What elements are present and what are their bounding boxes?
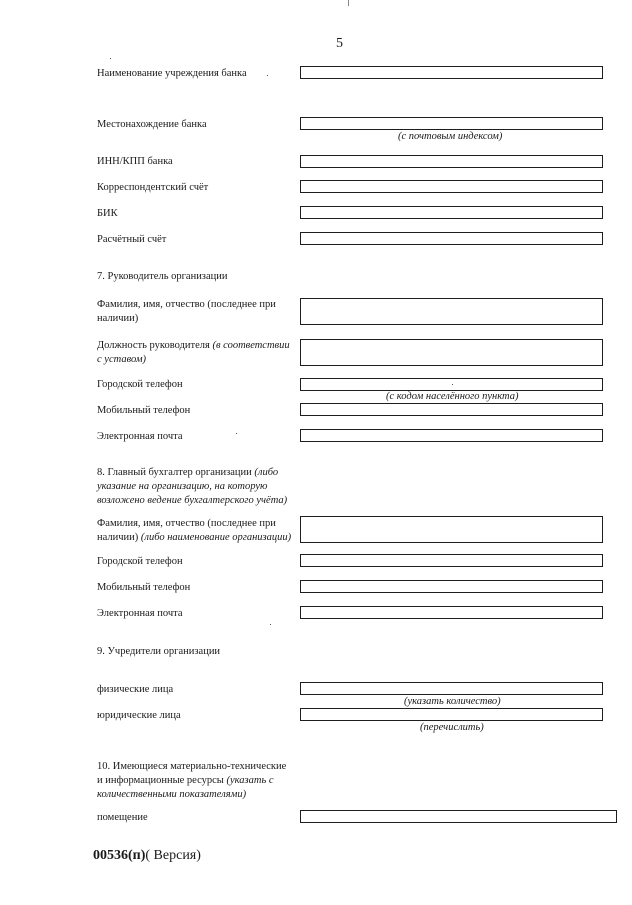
head-position-main: Должность руководителя [97,340,210,351]
bik-field[interactable] [300,206,603,219]
section-8-line2: указание на организацию, на которую [97,481,268,492]
bank-location-hint: (с почтовым индексом) [398,131,503,142]
bank-name-label: Наименование учреждения банка [97,68,247,79]
scan-speck [270,624,271,625]
accountant-fio-label [97,517,291,545]
bank-name-field[interactable] [300,66,603,79]
bank-inn-field[interactable] [300,155,603,168]
head-fio-field[interactable] [300,298,603,325]
head-city-phone-label: Городской телефон [97,379,183,390]
bank-inn-label: ИНН/КПП банка [97,156,173,167]
section-10-line2-main: и информационные ресурсы [97,775,224,786]
form-version: ( Версия) [145,848,201,863]
head-email-label: Электронная почта [97,431,183,442]
head-mobile-field[interactable] [300,403,603,416]
form-code: 00536(п) [93,848,146,863]
bank-location-label: Местонахождение банка [97,119,207,130]
accountant-fio-line2-plain: наличии) [97,532,139,543]
settlement-account-field[interactable] [300,232,603,245]
accountant-email-label: Электронная почта [97,608,183,619]
head-fio-line1: Фамилия, имя, отчество (последнее при [97,299,276,310]
document-code [93,848,201,864]
accountant-mobile-field[interactable] [300,580,603,593]
head-city-phone-hint: (с кодом населённого пункта) [386,391,519,402]
section-9-title: 9. Учредители организации [97,646,221,657]
scan-mark [348,0,349,6]
scan-speck [236,433,237,434]
section-7-title: 7. Руководитель организации [97,271,228,282]
accountant-fio-line2-italic: (либо наименование организации) [140,532,292,543]
section-8-italic1: (либо [254,467,279,478]
head-position-italic: (в соответствии [212,340,290,351]
section-10-line2-italic: (указать с [226,775,274,786]
legal-entities-label: юридические лица [97,710,181,721]
accountant-mobile-label: Мобильный телефон [97,582,191,593]
head-fio-line2: наличии) [97,313,139,324]
individuals-hint: (указать количество) [404,696,501,707]
corr-account-field[interactable] [300,180,603,193]
bik-label: БИК [97,208,118,219]
accountant-email-field[interactable] [300,606,603,619]
head-email-field[interactable] [300,429,603,442]
section-10-title [97,760,286,802]
head-position-field[interactable] [300,339,603,366]
premises-label: помещение [97,812,148,823]
settlement-account-label: Расчётный счёт [97,234,167,245]
section-8-title [97,466,287,508]
section-10-line1: 10. Имеющиеся материально-технические [97,761,287,772]
section-10-line3: количественными показателями) [97,789,247,800]
head-position-line2: с уставом) [97,354,147,365]
individuals-field[interactable] [300,682,603,695]
head-position-label [97,339,290,367]
corr-account-label: Корреспондентский счёт [97,182,209,193]
head-mobile-label: Мобильный телефон [97,405,191,416]
section-8-main: 8. Главный бухгалтер организации [97,467,252,478]
head-fio-label [97,298,276,326]
accountant-city-phone-field[interactable] [300,554,603,567]
bank-location-field[interactable] [300,117,603,130]
page-number: 5 [336,36,343,51]
accountant-fio-field[interactable] [300,516,603,543]
scan-speck [267,75,268,76]
section-8-line3: возложено ведение бухгалтерского учёта) [97,495,288,506]
scan-speck [452,384,453,385]
accountant-city-phone-label: Городской телефон [97,556,183,567]
scan-speck [110,58,111,59]
premises-field[interactable] [300,810,617,823]
legal-entities-field[interactable] [300,708,603,721]
accountant-fio-line1: Фамилия, имя, отчество (последнее при [97,518,276,529]
legal-entities-hint: (перечислить) [420,722,484,733]
individuals-label: физические лица [97,684,174,695]
